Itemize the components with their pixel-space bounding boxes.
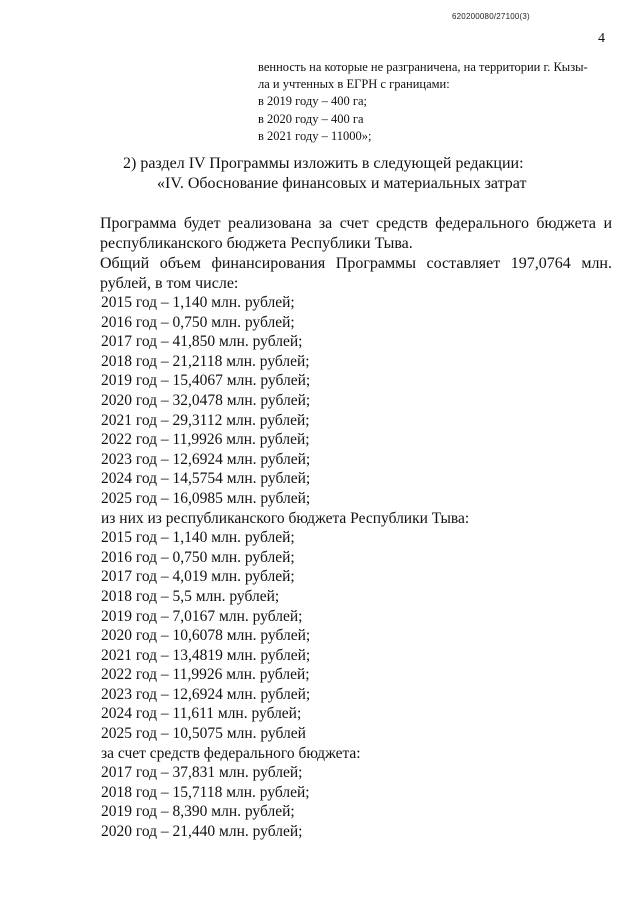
funding-line: 2022 год – 11,9926 млн. рублей; xyxy=(101,666,310,684)
funding-line: 2022 год – 11,9926 млн. рублей; xyxy=(101,431,310,449)
page-number: 4 xyxy=(598,31,605,46)
intro-line: в 2019 году – 400 га; xyxy=(258,94,367,109)
funding-line: за счет средств федерального бюджета: xyxy=(101,744,361,762)
section-instruction: 2) раздел IV Программы изложить в следующей редакции: xyxy=(123,155,524,172)
funding-line: 2023 год – 12,6924 млн. рублей; xyxy=(101,685,311,703)
intro-block xyxy=(258,59,613,145)
funding-line: 2024 год – 11,611 млн. рублей; xyxy=(101,705,302,723)
funding-line: 2019 год – 15,4067 млн. рублей; xyxy=(101,372,311,390)
intro-line: ла и учтенных в ЕГРН с границами: xyxy=(258,77,450,92)
funding-line: 2025 год – 16,0985 млн. рублей; xyxy=(101,489,311,507)
funding-line: 2019 год – 8,390 млн. рублей; xyxy=(101,803,295,821)
paragraph-total-funding: Общий объем финансирования Программы составляет 197,0764 млн. рублей, в том числе: xyxy=(100,255,612,292)
intro-line: венность на которые не разграничена, на территории г. Кызы- xyxy=(258,60,588,74)
funding-line: 2017 год – 4,019 млн. рублей; xyxy=(101,568,295,586)
funding-line: 2020 год – 10,6078 млн. рублей; xyxy=(101,627,311,645)
funding-line: 2015 год – 1,140 млн. рублей; xyxy=(101,294,295,311)
funding-line: 2019 год – 7,0167 млн. рублей; xyxy=(101,607,303,625)
section-title: «IV. Обоснование финансовых и материальных затрат xyxy=(157,175,527,192)
funding-line: 2016 год – 0,750 млн. рублей; xyxy=(101,313,295,331)
funding-line: 2025 год – 10,5075 млн. рублей xyxy=(101,725,306,743)
funding-line: 2024 год – 14,5754 млн. рублей; xyxy=(101,470,311,488)
funding-line: 2020 год – 32,0478 млн. рублей; xyxy=(101,391,311,409)
funding-line: 2020 год – 21,440 млн. рублей; xyxy=(101,823,303,841)
funding-line: 2021 год – 29,3112 млн. рублей; xyxy=(101,411,310,429)
funding-line: 2023 год – 12,6924 млн. рублей; xyxy=(101,450,311,468)
funding-list xyxy=(101,293,469,842)
funding-line: 2017 год – 37,831 млн. рублей; xyxy=(101,764,303,782)
funding-line: 2015 год – 1,140 млн. рублей; xyxy=(101,529,295,547)
intro-line: в 2020 году – 400 га xyxy=(258,111,364,126)
funding-line: 2018 год – 5,5 млн. рублей; xyxy=(101,587,280,605)
funding-line: 2016 год – 0,750 млн. рублей; xyxy=(101,548,295,566)
funding-line: из них из республиканского бюджета Республики Тыва: xyxy=(101,509,470,527)
funding-line: 2021 год – 13,4819 млн. рублей; xyxy=(101,646,311,664)
intro-line: в 2021 году – 11000»; xyxy=(258,128,372,143)
funding-line: 2018 год – 15,7118 млн. рублей; xyxy=(101,783,310,801)
funding-line: 2017 год – 41,850 млн. рублей; xyxy=(101,333,303,351)
paragraph-funding-sources: Программа будет реализована за счет средств федерального бюджета и республиканского бюджета Республики Тыва. xyxy=(100,215,612,252)
document-code: 620200080/27100(3) xyxy=(452,12,530,21)
funding-line: 2018 год – 21,2118 млн. рублей; xyxy=(101,352,310,370)
